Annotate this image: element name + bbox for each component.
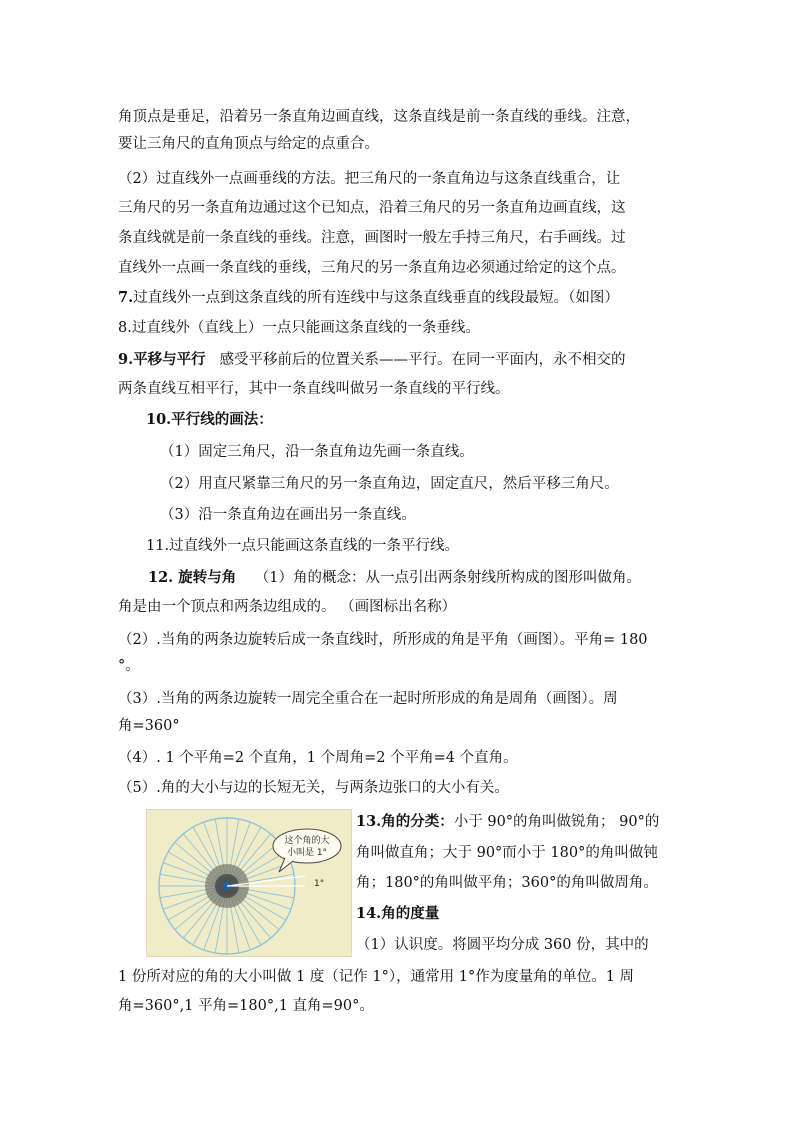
text-line: 三角尺的另一条直角边通过这个已知点，沿着三角尺的另一条直角边画直线，这 (118, 200, 626, 216)
text-line: （2）用直尺紧靠三角尺的另一条直角边，固定直尺，然后平移三角尺。 (160, 476, 619, 492)
section-heading: 13.角的分类： (356, 813, 454, 830)
text-line: 条直线就是前一条直线的垂线。注意，画图时一般左手持三角尺，右手画线。过 (118, 230, 626, 246)
text-line: 要让三角尺的直角顶点与给定的点重合。 (118, 136, 379, 152)
section-heading: 10.平行线的画法： (146, 411, 273, 428)
section-heading: 12. 旋转与角 (148, 569, 237, 586)
item-text: （1）角的概念：从一点引出两条射线所构成的图形叫做角。 (254, 570, 641, 586)
text-line: 11.过直线外一点只能画这条直线的一条平行线。 (146, 538, 460, 554)
text-line (356, 812, 659, 832)
text-line: 角顶点是垂足，沿着另一条直角边画直线，这条直线是前一条直线的垂线。注意， (118, 109, 640, 125)
bubble-text-1: 这个角的大 (284, 836, 330, 846)
text-line: 角是由一个顶点和两条边组成的。 （画图标出名称） (118, 599, 457, 615)
text-line: 直线外一点画一条直线的垂线，三角尺的另一条直角边必须通过给定的这个点。 (118, 260, 626, 276)
text-line: 角=360° (118, 718, 180, 734)
text-line: （2）.当角的两条边旋转后成一条直线时，所形成的角是平角（画图）。平角= 180 (118, 632, 648, 648)
text-line: （3）.当角的两条边旋转一周完全重合在一起时所形成的角是周角（画图）。周 (118, 691, 618, 707)
item-text: 过直线外一点到这条直线的所有连线中与这条直线垂直的线段最短。（如图） (133, 290, 619, 306)
text-line: 角叫做直角；大于 90°而小于 180°的角叫做钝 (356, 845, 658, 861)
text-line: （3）沿一条直角边在画出另一条直线。 (160, 507, 416, 523)
text-line: °。 (118, 658, 140, 674)
bubble-text-2: 小叫是 1° (286, 848, 328, 858)
text-line: （2）过直线外一点画垂线的方法。把三角尺的一条直角边与这条直线重合，让 (118, 171, 621, 187)
degree-circle-figure (146, 809, 352, 957)
item-text: 小于 90°的角叫做锐角； 90°的 (453, 814, 660, 830)
section-heading: 14.角的度量 (356, 905, 440, 922)
text-line: 角；180°的角叫做平角；360°的角叫做周角。 (356, 875, 658, 891)
text-line: （1）固定三角尺，沿一条直角边先画一条直线。 (160, 444, 474, 460)
degree-label: 1° (314, 879, 325, 889)
text-line: 1 份所对应的角的大小叫做 1 度（记作 1°），通常用 1°作为度量角的单位。1 周 (118, 969, 635, 985)
text-line (118, 350, 625, 370)
text-line: 角=360°,1 平角=180°,1 直角=90°。 (118, 998, 374, 1014)
text-line: （4）. 1 个平角=2 个直角，1 个周角=2 个平角=4 个直角。 (118, 750, 518, 766)
item-number: 7. (118, 289, 134, 306)
text-line: （1）认识度。将圆平均分成 360 份，其中的 (356, 937, 649, 953)
text-line: 8.过直线外（直线上）一点只能画这条直线的一条垂线。 (118, 320, 480, 336)
item-text: 感受平移前后的位置关系——平行。在同一平面内，永不相交的 (219, 352, 626, 368)
text-line (148, 568, 641, 588)
section-heading: 9.平移与平行 (118, 351, 206, 368)
text-line: 两条直线互相平行，其中一条直线叫做另一条直线的平行线。 (118, 381, 510, 397)
text-line: （5）.角的大小与边的长短无关，与两条边张口的大小有关。 (118, 780, 509, 796)
text-line (118, 288, 619, 308)
